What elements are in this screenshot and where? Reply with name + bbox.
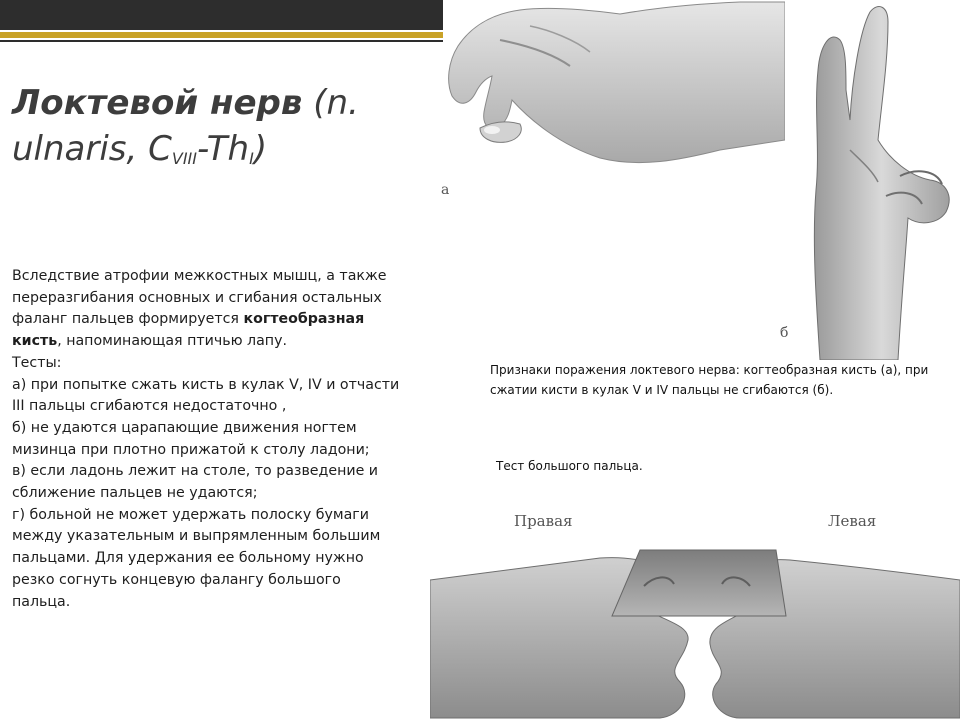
title-bold: Локтевой нерв [12, 83, 303, 123]
intro-text-1: Вследствие атрофии межкостных мышц, а также переразгибания основных и сгибания остальных фаланг пальцев формируется [12, 268, 387, 328]
figure-caption-top: Признаки поражения локтевого нерва: когтеобразная кисть (а), при сжатии кисти в кулак V и IV пальцы не сгибаются (б). [490, 363, 929, 397]
title-part-1: (n. [313, 83, 359, 123]
label-right-hand: Правая [514, 512, 573, 530]
slide-title [12, 80, 432, 182]
label-left-hand: Левая [828, 512, 877, 530]
title-part-4: ) [253, 129, 268, 169]
intro-paragraph [12, 266, 402, 353]
body-text [12, 266, 402, 613]
tests-heading: Тесты: [12, 354, 62, 371]
intro-text-2: , напоминающая птичью лапу. [57, 333, 287, 350]
test-c: в) если ладонь лежит на столе, то разведение и сближение пальцев не удаются; [12, 463, 379, 502]
figure-caption-bottom: Тест большого пальца. [496, 459, 643, 473]
thumb-test-figure [430, 540, 960, 720]
figure-label-b: б [780, 325, 789, 341]
test-b: б) не удаются царапающие движения ногтем мизинца при плотно прижатой к столу ладони; [12, 419, 370, 458]
title-part-2: ulnaris, C [12, 129, 172, 169]
raised-hand-figure [790, 0, 960, 360]
title-sub-2: I [249, 149, 254, 168]
figure-label-a: а [441, 182, 450, 198]
header-accent-stripe [0, 32, 443, 38]
header-bar [0, 0, 443, 30]
title-sub-1: VIII [171, 149, 197, 168]
test-d: г) больной не может удержать полоску бумаги между указательным и выпрямленным большим пальцами. Для удержания ее больному нужно резко согнуть концевую фалангу большого пальца. [12, 506, 381, 610]
header-thin-line [0, 40, 443, 42]
title-part-3: -Th [196, 129, 250, 169]
intro-bold-term: когтеобразная кисть [12, 311, 365, 350]
test-a: а) при попытке сжать кисть в кулак V, IV и отчасти III пальцы сгибаются недостаточно , [12, 376, 400, 415]
claw-hand-figure [440, 0, 785, 170]
